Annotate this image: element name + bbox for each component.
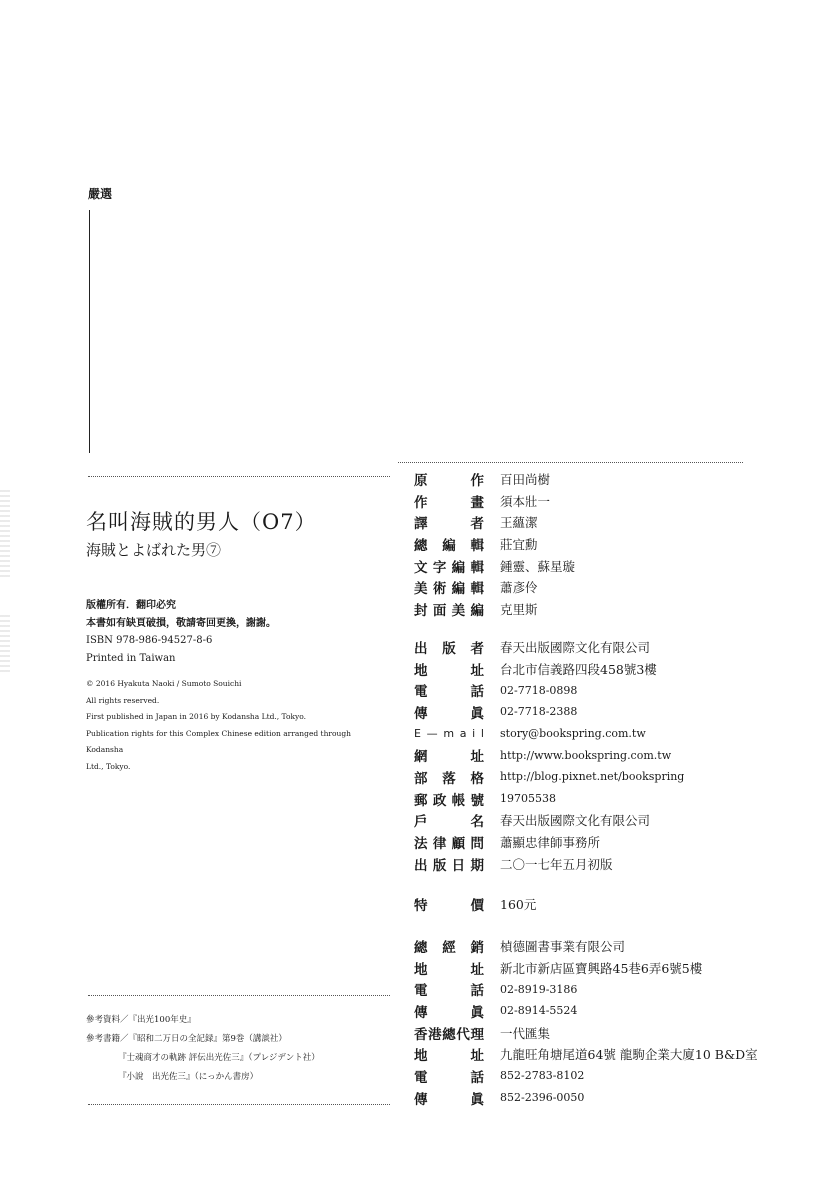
copyright-line: All rights reserved.	[86, 695, 160, 705]
credit-label	[414, 979, 484, 999]
credit-value: 春天出版國際文化有限公司	[500, 813, 651, 829]
credit-row	[414, 701, 794, 723]
credit-label	[414, 491, 484, 511]
credit-label	[414, 702, 484, 722]
credit-label-char: 出	[414, 857, 428, 874]
dotted-divider	[88, 1104, 390, 1105]
credit-label-char: 日	[451, 857, 466, 874]
credit-value: 克里斯	[500, 601, 538, 617]
credit-label	[414, 832, 484, 852]
credit-row	[414, 935, 794, 957]
reference-line: 參考書籍／『昭和二万日の全記録』第9巻（講談社）	[86, 1034, 287, 1044]
credit-row	[414, 490, 794, 512]
credit-label-char: 地	[414, 1048, 428, 1065]
credit-label-char: 落	[442, 770, 456, 787]
credit-value: 鍾靈、蘇星璇	[500, 558, 576, 574]
credit-label	[414, 727, 484, 740]
vertical-rule	[89, 210, 90, 453]
printed-in: Printed in Taiwan	[86, 652, 176, 664]
credit-label-char: 出	[414, 640, 428, 657]
credit-label-char: 網	[414, 749, 428, 766]
credit-label-char: 銷	[470, 939, 484, 956]
credit-label-char: 輯	[470, 559, 484, 576]
credit-value: http://www.bookspring.com.tw	[500, 748, 672, 762]
credit-label-char: 話	[470, 983, 484, 1000]
credit-label-char: 字	[432, 559, 447, 576]
credit-label-char: 總	[414, 537, 428, 554]
credit-label	[414, 854, 484, 874]
credit-row	[414, 1065, 794, 1087]
credit-row	[414, 744, 794, 766]
series-label: 嚴選	[88, 187, 113, 201]
credit-label	[414, 1044, 484, 1064]
credit-label-char: 址	[470, 662, 484, 679]
credit-label-char: 電	[414, 983, 428, 1000]
credit-value: story@bookspring.com.tw	[500, 727, 646, 741]
credit-label	[414, 599, 484, 619]
credit-label-char: 址	[470, 749, 484, 766]
credit-label-char: 輯	[470, 581, 484, 598]
credit-value: 160元	[500, 896, 537, 912]
credit-label-char: 輯	[470, 537, 484, 554]
credit-row	[414, 788, 794, 810]
dotted-divider	[88, 476, 390, 477]
credit-value: 九龍旺角塘尾道64號 龍駒企業大廈10 B&D室	[500, 1047, 758, 1063]
credit-label-char: 總	[442, 1026, 456, 1043]
credit-label-char: 政	[432, 792, 447, 809]
credit-label-char: 者	[470, 640, 484, 657]
credit-label	[414, 534, 484, 554]
credit-row	[414, 893, 794, 915]
credit-label	[414, 556, 484, 576]
credit-label	[414, 894, 484, 914]
credit-value: 蕭顯忠律師事務所	[500, 835, 601, 851]
credit-row	[414, 576, 794, 598]
credit-label-char: 原	[414, 472, 428, 489]
credit-row	[414, 658, 794, 680]
credit-value: 02-7718-0898	[500, 683, 578, 697]
credit-label-char: 格	[470, 770, 484, 787]
credit-value: 02-8914-5524	[500, 1004, 578, 1018]
credit-value: 02-8919-3186	[500, 982, 578, 996]
credit-value: 楨德圖書事業有限公司	[500, 938, 626, 954]
credit-label-char: 香	[414, 1026, 428, 1043]
credit-value: 新北市新店區寶興路45巷6弄6號5樓	[500, 960, 703, 976]
distribution-info	[414, 935, 794, 1109]
credit-label	[414, 659, 484, 679]
credit-value: 須本壯一	[500, 493, 551, 509]
credit-label-char: 編	[470, 602, 484, 619]
reference-line: 參考資料／『出光100年史』	[86, 1015, 196, 1025]
credit-label-char: 編	[451, 581, 466, 598]
book-subtitle: 海賊とよばれた男⑦	[86, 541, 222, 559]
credit-label-char: 價	[470, 897, 484, 914]
credit-label-char: 顧	[451, 836, 466, 853]
credit-label-char: l	[480, 727, 484, 741]
credit-label-char: 美	[451, 602, 466, 619]
credit-value: 台北市信義路四段458號3樓	[500, 661, 657, 677]
credit-label-char: 文	[414, 559, 428, 576]
reference-line: 『士魂商才の軌跡 評伝出光佐三』（プレジデント社）	[118, 1053, 320, 1063]
credit-label-char: 畫	[470, 494, 484, 511]
credit-label-char: 編	[442, 537, 456, 554]
credit-row	[414, 723, 794, 745]
scan-edge-mark	[0, 490, 10, 580]
credit-label-char: 電	[414, 1069, 428, 1086]
credit-row	[414, 853, 794, 875]
credit-label-char: E	[414, 727, 421, 741]
credit-value: 莊宜勳	[500, 536, 538, 552]
credit-row	[414, 1022, 794, 1044]
credit-value: 百田尚樹	[500, 471, 551, 487]
credit-label-char: i	[472, 727, 476, 741]
credit-row	[414, 533, 794, 555]
credit-label-char: 話	[470, 684, 484, 701]
dotted-divider	[88, 995, 390, 996]
credit-label-char: a	[459, 727, 467, 741]
credit-label-char: 名	[470, 814, 484, 831]
credit-label-char: 眞	[470, 1091, 484, 1108]
credit-label-char: 封	[414, 602, 428, 619]
credit-label-char: m	[443, 727, 455, 741]
credit-label	[414, 680, 484, 700]
reference-line: 『小說 出光佐三』（にっかん書房）	[118, 1072, 259, 1082]
credit-label-char: 眞	[470, 705, 484, 722]
credit-label-char: 港	[428, 1026, 442, 1043]
credit-row	[414, 679, 794, 701]
credit-label-char: 版	[442, 640, 456, 657]
credit-label-char: 地	[414, 961, 428, 978]
credit-value: 852-2783-8102	[500, 1069, 585, 1083]
credit-label-char: 址	[470, 1048, 484, 1065]
scan-edge-mark	[0, 615, 10, 675]
publisher-info	[414, 636, 794, 875]
credit-label-char: 代	[456, 1026, 470, 1043]
credit-value: 一代匯集	[500, 1025, 551, 1041]
dotted-divider	[398, 462, 743, 463]
credit-row	[414, 978, 794, 1000]
credit-row	[414, 468, 794, 490]
credit-label-char: 帳	[451, 792, 466, 809]
copyright-line: Publication rights for this Complex Chinese edition arranged through Kodansha	[86, 728, 351, 754]
credit-label-char: 郵	[414, 792, 428, 809]
credit-value: 852-2396-0050	[500, 1091, 585, 1105]
credit-value: 蕭彥伶	[500, 580, 538, 596]
credit-row	[414, 766, 794, 788]
rights-line: 本書如有缺頁破損，敬請寄回更換，謝謝。	[86, 617, 276, 629]
credit-label-char: 問	[470, 836, 484, 853]
credit-label-char: 部	[414, 770, 428, 787]
credit-label	[414, 469, 484, 489]
credit-label	[414, 789, 484, 809]
credit-label-char: 編	[451, 559, 466, 576]
book-title: 名叫海賊的男人（O7）	[86, 510, 317, 534]
credit-row	[414, 810, 794, 832]
credit-label	[414, 1066, 484, 1086]
credit-label	[414, 958, 484, 978]
credit-row	[414, 555, 794, 577]
credit-label-char: 面	[432, 602, 447, 619]
isbn: ISBN 978-986-94527-8-6	[86, 635, 213, 646]
credit-label-char: 號	[470, 792, 484, 809]
credit-label-char: 總	[414, 939, 428, 956]
credit-label	[414, 637, 484, 657]
credit-row	[414, 1000, 794, 1022]
credit-label	[414, 1001, 484, 1021]
credit-label-char: 址	[470, 961, 484, 978]
credit-label-char: 術	[432, 581, 447, 598]
credit-label	[414, 1023, 484, 1043]
credit-label-char: 經	[442, 939, 456, 956]
credit-row	[414, 1043, 794, 1065]
credit-label	[414, 745, 484, 765]
copyright-line: Ltd., Tokyo.	[86, 761, 131, 771]
credit-label-char: 作	[414, 494, 428, 511]
credit-value: 二〇一七年五月初版	[500, 856, 613, 872]
copyright-block	[86, 676, 386, 775]
credit-value: http://blog.pixnet.net/bookspring	[500, 770, 685, 784]
credit-label	[414, 577, 484, 597]
credit-label-char: 傳	[414, 1004, 428, 1021]
credit-label-char: 作	[470, 472, 484, 489]
credit-value: 春天出版國際文化有限公司	[500, 639, 651, 655]
credit-value: 王蘊潔	[500, 515, 538, 531]
credit-label	[414, 1088, 484, 1108]
credit-row	[414, 1087, 794, 1109]
credit-label	[414, 767, 484, 787]
credit-label-char: 傳	[414, 1091, 428, 1108]
credit-row	[414, 636, 794, 658]
credit-label-char: 戶	[414, 814, 428, 831]
rights-line: 版權所有．翻印必究	[86, 600, 176, 611]
staff-credits	[414, 468, 794, 620]
credit-label	[414, 936, 484, 956]
credit-label-char: 話	[470, 1069, 484, 1086]
price-info	[414, 893, 794, 915]
credit-label	[414, 810, 484, 830]
credit-label-char: 特	[414, 897, 428, 914]
credit-label-char: —	[426, 727, 438, 741]
credit-value: 02-7718-2388	[500, 705, 578, 719]
rights-block	[86, 597, 276, 667]
credit-label-char: 電	[414, 684, 428, 701]
credit-label-char: 美	[414, 581, 428, 598]
credit-value: 19705538	[500, 792, 556, 806]
references-block	[86, 1011, 320, 1087]
credit-label-char: 地	[414, 662, 428, 679]
credit-label-char: 譯	[414, 516, 428, 533]
credit-label-char: 版	[432, 857, 447, 874]
credit-label-char: 法	[414, 836, 428, 853]
credit-label-char: 眞	[470, 1004, 484, 1021]
copyright-line: © 2016 Hyakuta Naoki / Sumoto Souichi	[86, 679, 242, 688]
credit-row	[414, 598, 794, 620]
credit-label-char: 期	[470, 857, 484, 874]
credit-row	[414, 831, 794, 853]
credit-label-char: 傳	[414, 705, 428, 722]
credit-label-char: 理	[470, 1026, 484, 1043]
credit-label-char: 律	[432, 836, 447, 853]
copyright-line: First published in Japan in 2016 by Kodansha Ltd., Tokyo.	[86, 712, 307, 721]
credit-label	[414, 512, 484, 532]
credit-row	[414, 511, 794, 533]
credit-label-char: 者	[470, 516, 484, 533]
credit-row	[414, 957, 794, 979]
